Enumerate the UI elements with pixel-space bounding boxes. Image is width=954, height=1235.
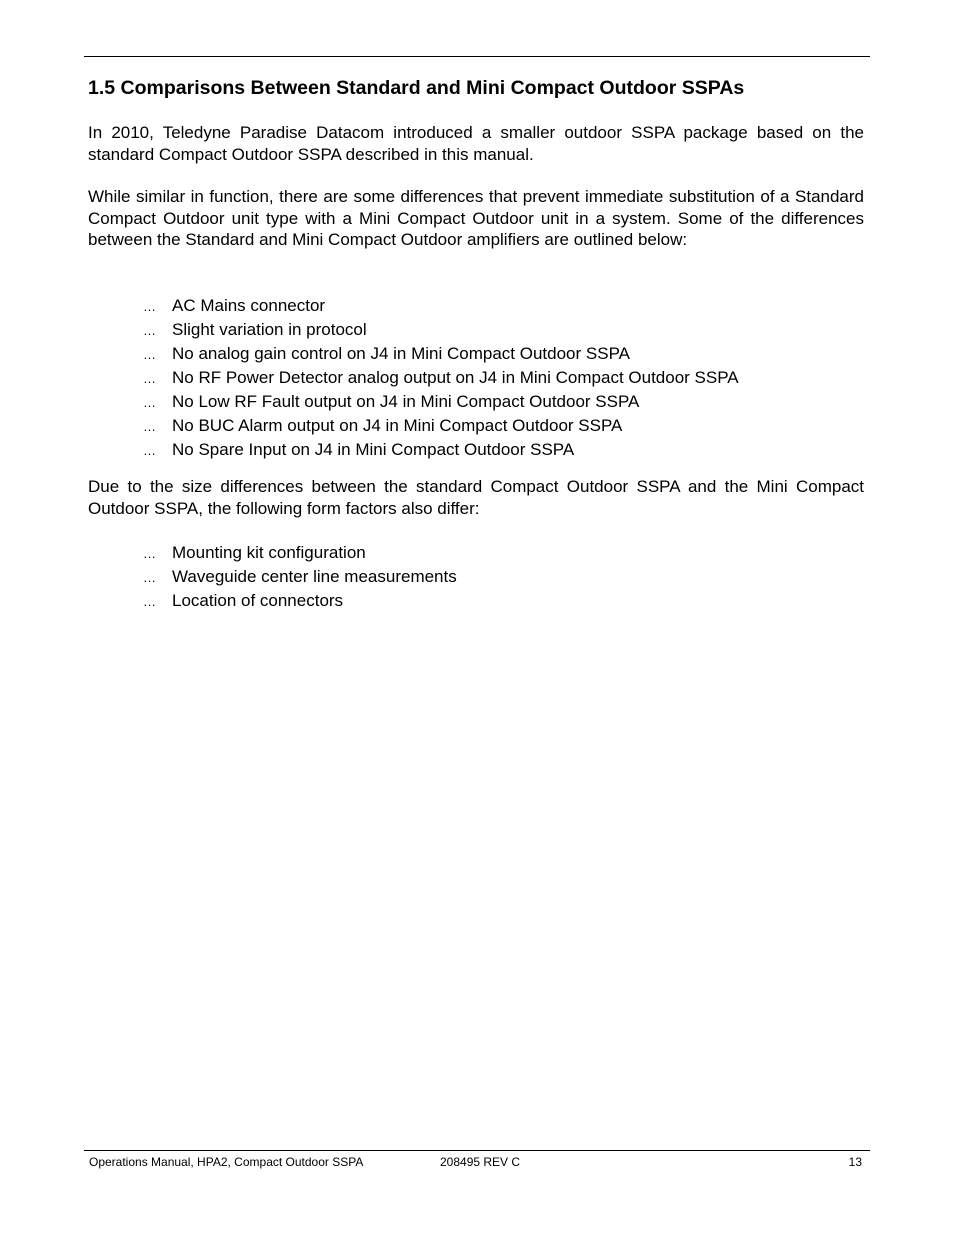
list-item bbox=[143, 541, 457, 565]
bullet-marker: … bbox=[143, 323, 156, 338]
bullet-marker: … bbox=[143, 299, 156, 314]
bullet-marker: … bbox=[143, 443, 156, 458]
section-heading: 1.5 Comparisons Between Standard and Mini Compact Outdoor SSPAs bbox=[88, 77, 745, 99]
differences-list bbox=[143, 294, 739, 462]
list-item bbox=[143, 589, 457, 613]
list-item-text: No RF Power Detector analog output on J4 in Mini Compact Outdoor SSPA bbox=[172, 368, 739, 387]
list-item-text: Slight variation in protocol bbox=[172, 320, 367, 339]
list-item-text: Location of connectors bbox=[172, 591, 344, 610]
intro-paragraph: In 2010, Teledyne Paradise Datacom introduced a smaller outdoor SSPA package based on the standard Compact Outdoor SSPA described in this manual. bbox=[88, 123, 864, 164]
header-rule bbox=[84, 56, 870, 57]
bullet-marker: … bbox=[143, 546, 156, 561]
differences-paragraph: While similar in function, there are some differences that prevent immediate substitution of a Standard Compact Outdoor unit type with a Mini Compact Outdoor unit in a system. Some of the differences between the Standard and Mini Compact Outdoor amplifiers are outlined below: bbox=[88, 187, 864, 249]
list-item bbox=[143, 438, 739, 462]
list-item bbox=[143, 565, 457, 589]
bullet-marker: … bbox=[143, 347, 156, 362]
footer-document-number: 208495 REV C bbox=[440, 1155, 521, 1169]
list-item bbox=[143, 294, 739, 318]
bullet-marker: … bbox=[143, 371, 156, 386]
bullet-marker: … bbox=[143, 419, 156, 434]
bullet-marker: … bbox=[143, 395, 156, 410]
list-item bbox=[143, 390, 739, 414]
list-item-text: No BUC Alarm output on J4 in Mini Compact Outdoor SSPA bbox=[172, 416, 623, 435]
list-item-text: Mounting kit configuration bbox=[172, 543, 366, 562]
bullet-marker: … bbox=[143, 570, 156, 585]
list-item bbox=[143, 318, 739, 342]
list-item-text: Waveguide center line measurements bbox=[172, 567, 457, 586]
footer-document-title: Operations Manual, HPA2, Compact Outdoor SSPA bbox=[89, 1155, 364, 1169]
list-item bbox=[143, 414, 739, 438]
footer-rule bbox=[84, 1150, 870, 1151]
list-item bbox=[143, 366, 739, 390]
list-item-text: AC Mains connector bbox=[172, 296, 326, 315]
form-factor-paragraph: Due to the size differences between the standard Compact Outdoor SSPA and the Mini Compact Outdoor SSPA, the following form factors also differ: bbox=[88, 477, 864, 518]
footer-page-number: 13 bbox=[848, 1155, 862, 1169]
list-item bbox=[143, 342, 739, 366]
form-factors-list bbox=[143, 541, 457, 613]
list-item-text: No analog gain control on J4 in Mini Compact Outdoor SSPA bbox=[172, 344, 630, 363]
bullet-marker: … bbox=[143, 594, 156, 609]
list-item-text: No Spare Input on J4 in Mini Compact Outdoor SSPA bbox=[172, 440, 575, 459]
list-item-text: No Low RF Fault output on J4 in Mini Compact Outdoor SSPA bbox=[172, 392, 640, 411]
